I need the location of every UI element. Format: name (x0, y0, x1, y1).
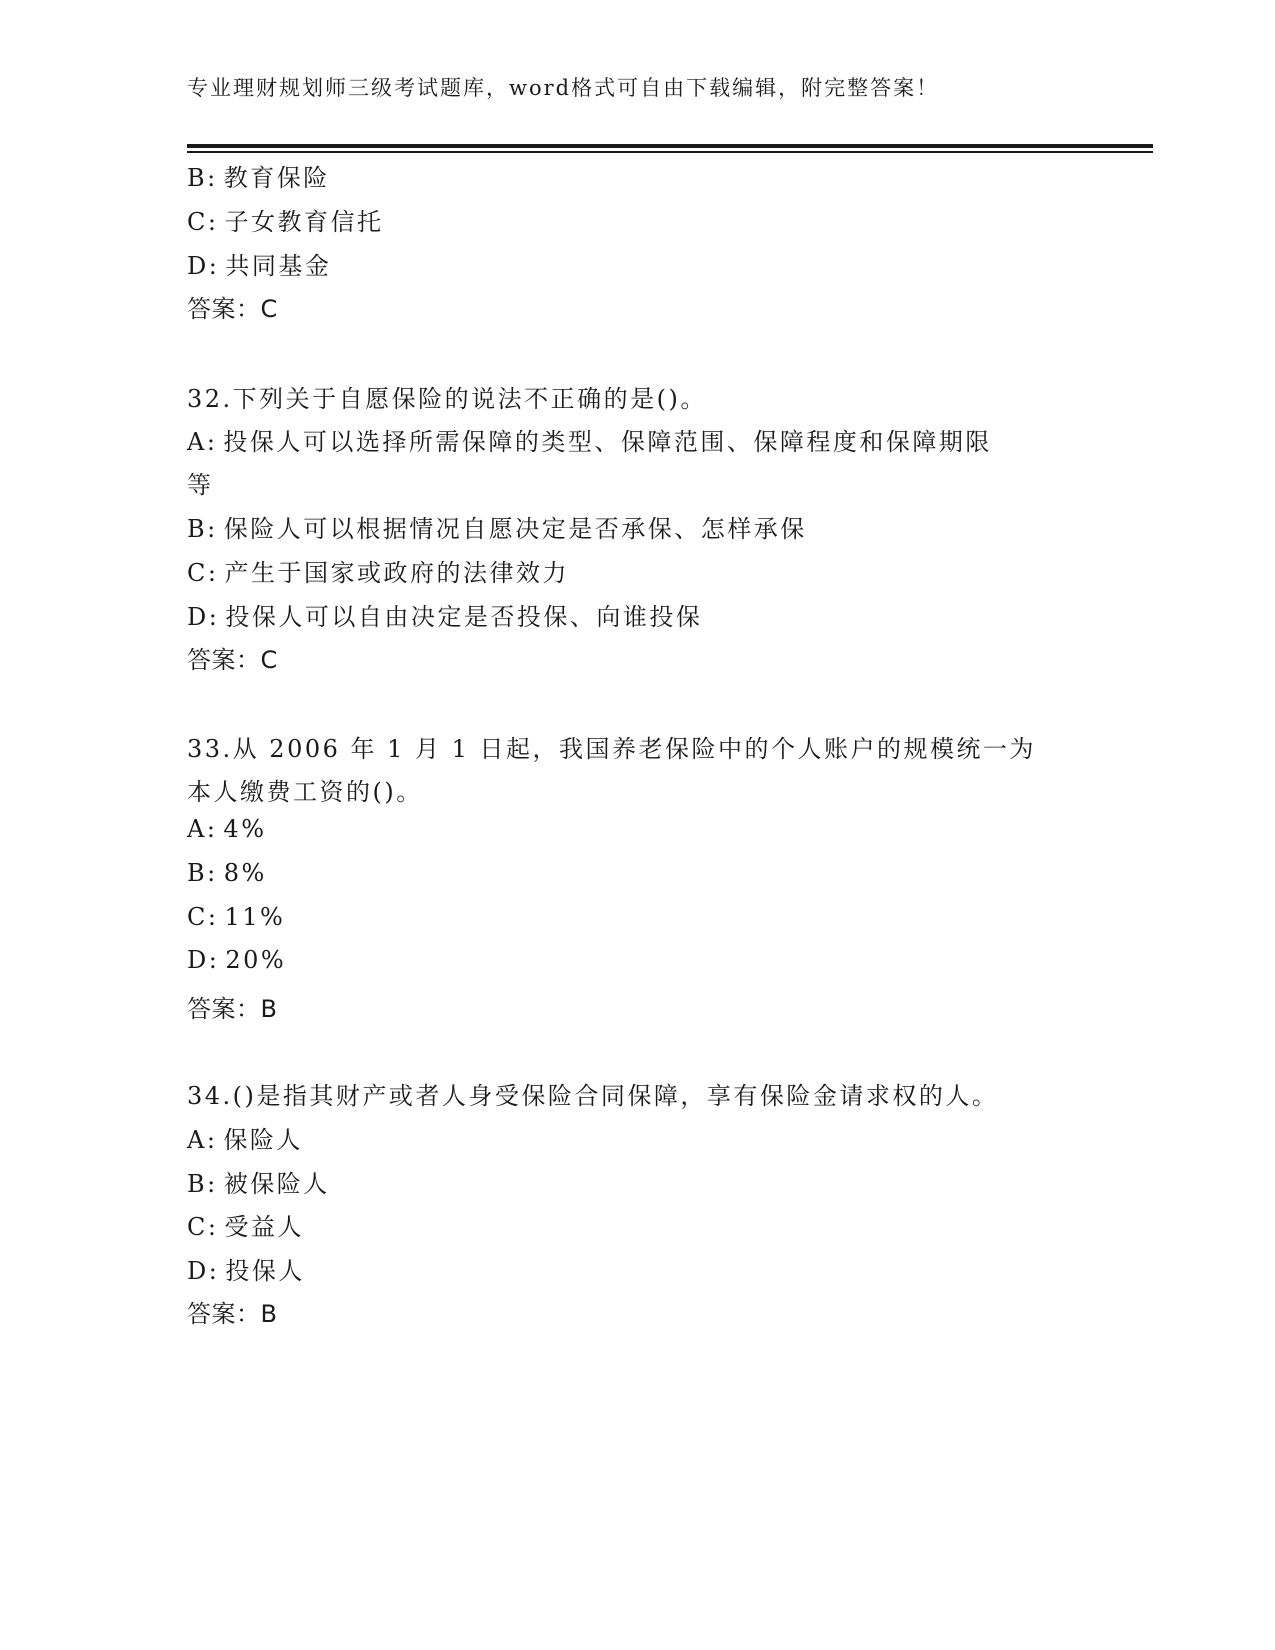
option-a-continuation: 等 (187, 471, 214, 499)
answer-line: 答案：C (187, 646, 278, 674)
option-d: D: 投保人可以自由决定是否投保、向谁投保 (187, 603, 703, 631)
answer-line: 答案：B (187, 1300, 278, 1328)
question-33-stem: 33.从 2006 年 1 月 1 日起，我国养老保险中的个人账户的规模统一为 (187, 735, 1037, 763)
option-c: C: 产生于国家或政府的法律效力 (187, 559, 569, 587)
option-b: B: 被保险人 (187, 1170, 330, 1198)
option-c: C: 子女教育信托 (187, 208, 384, 236)
option-d: D: 20% (187, 946, 287, 974)
option-c: C: 受益人 (187, 1213, 304, 1241)
option-d: D: 共同基金 (187, 252, 332, 280)
option-d: D: 投保人 (187, 1257, 305, 1285)
option-b: B: 8% (187, 859, 267, 887)
option-c: C: 11% (187, 903, 286, 931)
header-divider-thin (187, 151, 1153, 153)
header-divider-thick (187, 144, 1153, 148)
answer-line: 答案：C (187, 295, 278, 323)
page-header: 专业理财规划师三级考试题库，word格式可自由下载编辑，附完整答案！ (187, 76, 940, 100)
question-33-stem-continuation: 本人缴费工资的()。 (187, 778, 423, 806)
option-b: B: 保险人可以根据情况自愿决定是否承保、怎样承保 (187, 515, 807, 543)
option-a: A: 保险人 (187, 1126, 303, 1154)
question-34-stem: 34.()是指其财产或者人身受保险合同保障，享有保险金请求权的人。 (187, 1082, 999, 1110)
option-a: A: 4% (187, 815, 267, 843)
option-a: A: 投保人可以选择所需保障的类型、保障范围、保障程度和保障期限 (187, 428, 992, 456)
answer-line: 答案：B (187, 995, 278, 1023)
question-32-stem: 32.下列关于自愿保险的说法不正确的是()。 (187, 385, 707, 413)
option-b: B: 教育保险 (187, 164, 330, 192)
